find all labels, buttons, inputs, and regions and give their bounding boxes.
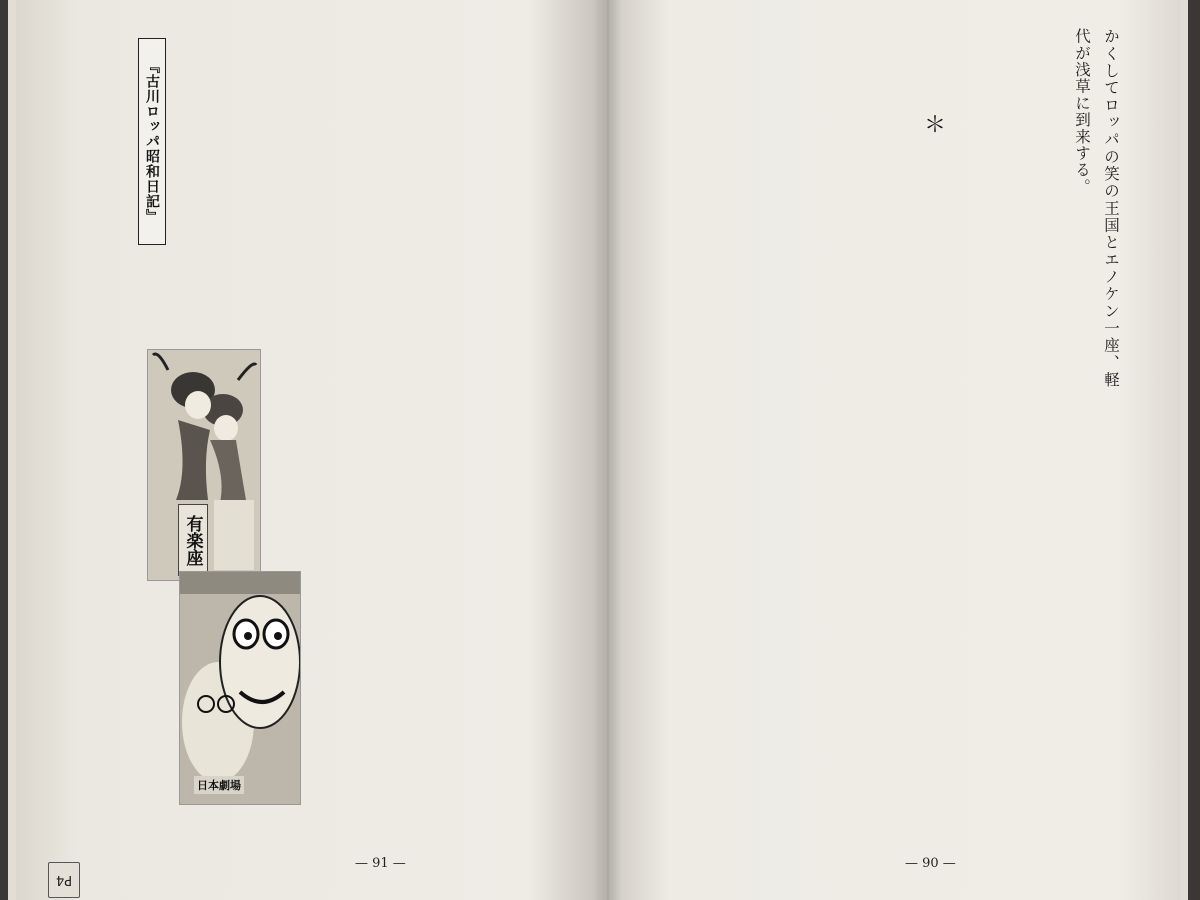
text-column bbox=[182, 28, 206, 398]
text-column bbox=[868, 28, 892, 388]
text-column bbox=[868, 420, 892, 830]
text-column bbox=[752, 28, 776, 388]
text-column bbox=[560, 430, 584, 840]
text-column bbox=[723, 28, 747, 388]
text-column bbox=[506, 28, 530, 398]
text-column bbox=[897, 28, 921, 388]
text-column bbox=[155, 28, 179, 398]
text-column bbox=[317, 28, 341, 398]
text-column bbox=[781, 420, 805, 830]
poster-title-text: 有楽座 bbox=[178, 504, 208, 576]
text-column bbox=[955, 420, 979, 830]
text-column bbox=[290, 28, 314, 398]
left-page-edge bbox=[8, 0, 16, 900]
text-column bbox=[1042, 420, 1066, 830]
text-column bbox=[479, 430, 503, 840]
text-column bbox=[723, 420, 747, 830]
text-column bbox=[839, 420, 863, 830]
text-column bbox=[1071, 420, 1095, 830]
text-column bbox=[479, 28, 503, 398]
right-page-edge bbox=[1180, 0, 1188, 900]
text-column bbox=[425, 28, 449, 398]
poster-image-nichigeki bbox=[180, 572, 300, 804]
text-column bbox=[810, 420, 834, 830]
text-column bbox=[425, 430, 449, 840]
text-column bbox=[344, 430, 368, 840]
text-column bbox=[810, 28, 834, 388]
text-column: 代が浅草に到来する。 bbox=[1073, 28, 1091, 195]
text-column bbox=[533, 430, 557, 840]
text-column bbox=[263, 28, 287, 398]
text-column bbox=[955, 28, 979, 388]
text-column bbox=[506, 430, 530, 840]
text-column bbox=[317, 430, 341, 840]
book-section-header: 『古川ロッパ昭和日記』 bbox=[138, 38, 166, 245]
text-column bbox=[398, 430, 422, 840]
text-column bbox=[926, 420, 950, 830]
text-column bbox=[752, 420, 776, 830]
text-column bbox=[1013, 420, 1037, 830]
text-column bbox=[209, 28, 233, 398]
text-column bbox=[984, 28, 1008, 388]
text-column bbox=[533, 28, 557, 398]
text-column bbox=[781, 28, 805, 388]
poster-image-yurakuza bbox=[148, 350, 260, 580]
text-column bbox=[344, 28, 368, 398]
page-number-90: — 90 — bbox=[905, 856, 956, 871]
text-column bbox=[398, 28, 422, 398]
text-column bbox=[984, 420, 1008, 830]
poster-faces-illustration bbox=[180, 572, 300, 804]
text-column bbox=[839, 28, 863, 388]
text-column bbox=[897, 420, 921, 830]
text-column bbox=[371, 430, 395, 840]
text-column bbox=[560, 28, 584, 398]
text-column bbox=[1042, 28, 1066, 388]
text-column bbox=[371, 28, 395, 398]
poster-caption-nichigeki: 日本劇場 bbox=[194, 776, 244, 794]
index-tab: P4 bbox=[48, 862, 80, 898]
text-column bbox=[452, 28, 476, 398]
text-column bbox=[1013, 28, 1037, 388]
text-column bbox=[452, 430, 476, 840]
book-gutter bbox=[594, 0, 622, 900]
text-column: かくしてロッパの笑の王国とエノケン一座、軽 bbox=[1102, 28, 1120, 388]
text-column bbox=[1100, 420, 1124, 830]
text-column bbox=[926, 28, 950, 388]
text-column bbox=[236, 28, 260, 398]
page-number-91: — 91 — bbox=[355, 856, 406, 871]
section-asterisk: ＊ bbox=[924, 113, 947, 138]
